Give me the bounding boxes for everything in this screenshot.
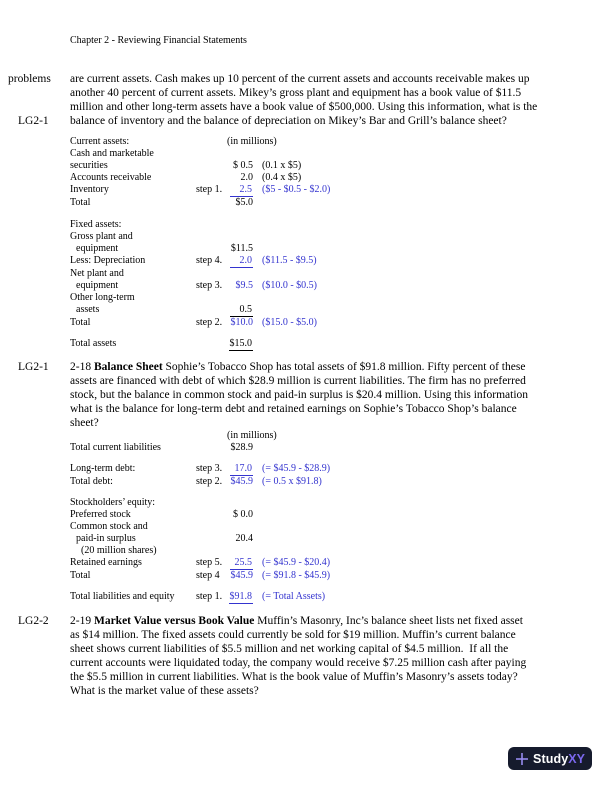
row-value xyxy=(227,197,253,209)
problem-2-19-body xyxy=(70,628,575,698)
row-value xyxy=(227,255,253,268)
text-line: stock, but the balance in common stock and paid-in surplus is $20.4 million. Using this information xyxy=(70,389,529,401)
row-value xyxy=(227,338,253,351)
step-label xyxy=(196,136,227,148)
step-label xyxy=(196,497,227,509)
row-value xyxy=(227,184,253,197)
row-formula xyxy=(253,533,490,545)
row-value xyxy=(227,292,253,304)
column-header: (in millions) xyxy=(227,136,277,147)
row-formula: (0.4 x $5) xyxy=(262,172,302,183)
table-spacer xyxy=(70,582,490,591)
step-label xyxy=(196,231,227,243)
problem-2-19-paragraph xyxy=(70,614,575,698)
row-value xyxy=(227,497,253,509)
step-label xyxy=(196,268,227,280)
plus-icon xyxy=(515,752,529,766)
row-value xyxy=(227,557,253,570)
step-label: step 3. xyxy=(196,280,223,291)
row-label xyxy=(70,430,196,442)
value-text: $45.9 xyxy=(230,570,253,581)
text-line: What is the market value of these assets? xyxy=(70,685,259,697)
table-row xyxy=(70,570,490,582)
value-text: $ 0.0 xyxy=(233,509,253,520)
row-label: Inventory xyxy=(70,184,109,195)
table-row xyxy=(70,521,490,533)
row-value xyxy=(227,280,253,292)
row-formula xyxy=(253,231,490,243)
table-row xyxy=(70,591,490,604)
row-formula: ($11.5 - $9.5) xyxy=(262,255,317,266)
row-label: Cash and marketable xyxy=(70,148,154,159)
row-formula: ($15.0 - $5.0) xyxy=(262,317,317,328)
step-label xyxy=(196,160,227,172)
row-label: Total debt: xyxy=(70,476,113,487)
table-row xyxy=(70,136,490,148)
row-label: Other long-term xyxy=(70,292,135,303)
step-label: step 5. xyxy=(196,557,223,568)
row-formula xyxy=(253,509,490,521)
text-line: sheet? xyxy=(70,417,99,429)
table-row xyxy=(70,255,490,268)
row-label: Retained earnings xyxy=(70,557,142,568)
value-text: 17.0 xyxy=(230,463,253,476)
mikeys-current-assets-table xyxy=(70,136,490,209)
problem-2-18-first-line xyxy=(70,360,575,374)
problem-text: Muffin’s Masonry, Inc’s balance sheet lists net fixed asset xyxy=(254,615,523,627)
text-line: another 40 percent of current assets. Mikey’s gross plant and equipment has a book value of $11.5 xyxy=(70,87,522,99)
mikeys-fixed-assets-table xyxy=(70,219,490,351)
table-row xyxy=(70,148,490,160)
row-label: equipment xyxy=(76,243,119,254)
row-label: Gross plant and xyxy=(70,231,133,242)
step-label xyxy=(196,304,227,317)
page-header: Chapter 2 - Reviewing Financial Statements xyxy=(70,35,247,46)
row-label: assets xyxy=(76,304,100,315)
table-row xyxy=(70,243,490,255)
problem-title: Market Value versus Book Value xyxy=(93,615,255,627)
row-value xyxy=(227,304,253,317)
row-formula xyxy=(253,268,490,280)
row-formula: ($10.0 - $0.5) xyxy=(262,280,317,291)
row-label: Total xyxy=(70,570,91,581)
row-formula xyxy=(253,545,490,557)
logo-brand-xy: XY xyxy=(568,751,585,766)
step-label xyxy=(196,545,227,557)
row-formula: (= $91.8 - $45.9) xyxy=(262,570,331,581)
table-row xyxy=(70,172,490,184)
text-line: assets are financed with debt of which $28.9 million is current liabilities. The firm has no preferred xyxy=(70,375,526,387)
step-label xyxy=(196,442,227,454)
row-formula xyxy=(253,521,490,533)
row-formula xyxy=(253,442,490,454)
value-text: $ 0.5 xyxy=(233,160,253,171)
table-row xyxy=(70,533,490,545)
value-text: $5.0 xyxy=(235,197,253,208)
table-row xyxy=(70,497,490,509)
row-value xyxy=(227,231,253,243)
row-formula: (= Total Assets) xyxy=(262,591,326,602)
row-formula: (0.1 x $5) xyxy=(262,160,302,171)
step-label: step 2. xyxy=(196,317,223,328)
row-value xyxy=(227,476,253,488)
value-text: 25.5 xyxy=(230,557,253,570)
row-formula xyxy=(253,148,490,160)
row-label: equipment xyxy=(76,280,119,291)
row-label: (20 million shares) xyxy=(81,545,157,556)
row-value xyxy=(227,463,253,476)
row-label: Preferred stock xyxy=(70,509,131,520)
step-label xyxy=(196,172,227,184)
text-line: balance of inventory and the balance of depreciation on Mikey’s Bar and Grill’s balance sheet? xyxy=(70,115,507,127)
row-value xyxy=(227,442,253,454)
row-formula: (= $45.9 - $20.4) xyxy=(262,557,331,568)
row-label: Accounts receivable xyxy=(70,172,152,183)
step-label xyxy=(196,292,227,304)
row-formula xyxy=(253,219,490,231)
step-label xyxy=(196,521,227,533)
table-row xyxy=(70,476,490,488)
table-row xyxy=(70,430,490,442)
table-row xyxy=(70,292,490,304)
row-formula: ($5 - $0.5 - $2.0) xyxy=(262,184,331,195)
row-formula xyxy=(253,292,490,304)
studyxy-logo xyxy=(508,747,592,770)
step-label xyxy=(196,533,227,545)
row-value xyxy=(227,172,253,184)
value-text: $15.0 xyxy=(229,338,252,349)
problem-title: Balance Sheet xyxy=(93,361,163,373)
row-label: Current assets: xyxy=(70,136,130,147)
step-label xyxy=(196,243,227,255)
step-label xyxy=(196,148,227,160)
row-label: Total xyxy=(70,317,91,328)
text-line: the $5.5 million in current liabilities. What is the book value of Muffin’s Masonry’s assets today? xyxy=(70,671,518,683)
table-row xyxy=(70,317,490,329)
table-row xyxy=(70,219,490,231)
row-label: Total xyxy=(70,197,91,208)
problem-text: Sophie’s Tobacco Shop has total assets of $91.8 million. Fifty percent of these xyxy=(162,361,526,373)
row-value xyxy=(227,243,253,255)
text-line: what is the balance for long-term debt and retained earnings on Sophie’s Tobacco Shop’s balance xyxy=(70,403,517,415)
table-row xyxy=(70,557,490,570)
row-label: Total assets xyxy=(70,338,117,349)
value-text: 0.5 xyxy=(230,304,253,317)
row-value xyxy=(227,509,253,521)
step-label: step 3. xyxy=(196,463,223,474)
row-label: Stockholders’ equity: xyxy=(70,497,156,508)
text-line: are current assets. Cash makes up 10 percent of the current assets and accounts receivable makes up xyxy=(70,73,530,85)
margin-label-lg2-1-a: LG2-1 xyxy=(18,115,49,127)
text-line: million and other long-term assets have a book value of $500,000. Using this information, what is the xyxy=(70,101,538,113)
row-formula xyxy=(253,197,490,209)
text-line: sheet shows current liabilities of $5.5 million and net working capital of $4.5 million. If all the xyxy=(70,643,509,655)
value-text: 2.0 xyxy=(230,255,253,268)
margin-label-problems: problems xyxy=(8,73,51,85)
row-label: Total liabilities and equity xyxy=(70,591,175,602)
table-row xyxy=(70,268,490,280)
value-text: 20.4 xyxy=(235,533,253,544)
text-line: current accounts were liquidated today, the company would receive $7.25 million cash after paying xyxy=(70,657,527,669)
row-value xyxy=(227,521,253,533)
step-label: step 2. xyxy=(196,476,223,487)
row-value xyxy=(227,160,253,172)
row-formula xyxy=(253,304,490,317)
table-spacer xyxy=(70,488,490,497)
table-row xyxy=(70,545,490,557)
row-label: Total current liabilities xyxy=(70,442,161,453)
table-row xyxy=(70,442,490,454)
row-label: Less: Depreciation xyxy=(70,255,146,266)
value-text: $10.0 xyxy=(230,317,253,328)
row-formula xyxy=(253,243,490,255)
problem-number: 2-18 xyxy=(70,361,94,373)
value-text: $28.9 xyxy=(230,442,253,453)
row-formula: (= $45.9 - $28.9) xyxy=(262,463,331,474)
row-value xyxy=(227,545,253,557)
problem-2-18-paragraph xyxy=(70,360,575,430)
value-text: $9.5 xyxy=(235,280,253,291)
logo-brand-study: Study xyxy=(533,751,569,766)
value-text: $45.9 xyxy=(230,476,253,487)
sophies-balance-sheet-table xyxy=(70,430,490,604)
row-label: Common stock and xyxy=(70,521,148,532)
table-row xyxy=(70,184,490,197)
row-value xyxy=(227,570,253,582)
row-label: Long-term debt: xyxy=(70,463,136,474)
column-header: (in millions) xyxy=(227,430,277,441)
row-value xyxy=(227,591,253,604)
row-formula: (= 0.5 x $91.8) xyxy=(262,476,322,487)
table-row xyxy=(70,280,490,292)
table-row xyxy=(70,463,490,476)
step-label xyxy=(196,430,227,442)
table-spacer xyxy=(70,329,490,338)
row-label: paid-in surplus xyxy=(76,533,136,544)
value-text: 2.5 xyxy=(230,184,253,197)
value-text: $11.5 xyxy=(230,243,253,254)
table-row xyxy=(70,304,490,317)
step-label: step 4. xyxy=(196,255,223,266)
step-label xyxy=(196,338,227,351)
row-label: Net plant and xyxy=(70,268,124,279)
row-label: Fixed assets: xyxy=(70,219,122,230)
table-spacer xyxy=(70,454,490,463)
step-label: step 1. xyxy=(196,184,223,195)
problem-number: 2-19 xyxy=(70,615,94,627)
table-row xyxy=(70,338,490,351)
table-row xyxy=(70,509,490,521)
table-row xyxy=(70,197,490,209)
margin-label-lg2-1-b: LG2-1 xyxy=(18,361,49,373)
step-label xyxy=(196,509,227,521)
problem-2-19-first-line xyxy=(70,614,575,628)
step-label: step 4 xyxy=(196,570,220,581)
table-row xyxy=(70,160,490,172)
text-line: as $14 million. The fixed assets could currently be sold for $19 million. Muffin’s current balance xyxy=(70,629,516,641)
row-label: securities xyxy=(70,160,108,171)
value-text: $91.8 xyxy=(229,591,252,602)
table-row xyxy=(70,231,490,243)
row-value xyxy=(227,533,253,545)
row-value xyxy=(227,268,253,280)
value-text: 2.0 xyxy=(240,172,253,183)
margin-label-lg2-2: LG2-2 xyxy=(18,615,49,627)
row-value xyxy=(227,148,253,160)
step-label xyxy=(196,197,227,209)
problem-2-18-body xyxy=(70,374,575,430)
step-label xyxy=(196,219,227,231)
row-value xyxy=(227,317,253,329)
problem-2-17-paragraph xyxy=(70,72,575,128)
row-formula xyxy=(253,497,490,509)
step-label: step 1. xyxy=(196,591,223,602)
row-formula xyxy=(253,338,490,351)
row-value xyxy=(227,219,253,231)
